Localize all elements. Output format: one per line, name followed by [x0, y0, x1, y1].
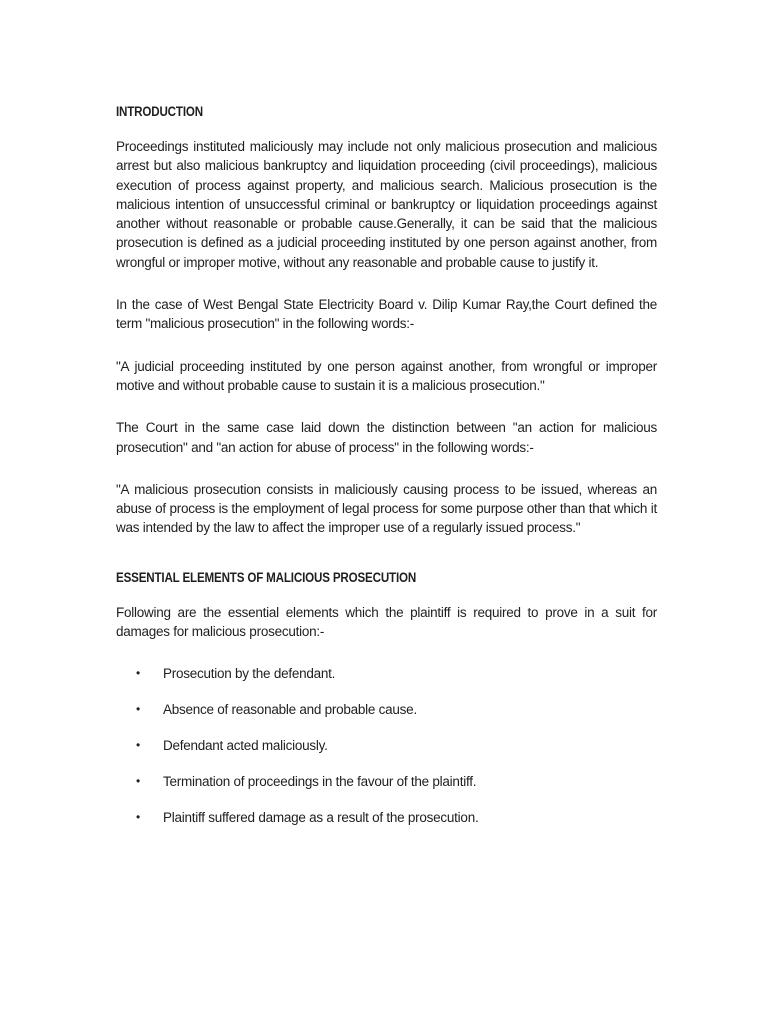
paragraph-case-reference: In the case of West Bengal State Electricity Board v. Dilip Kumar Ray,the Court defined the term "malicious prosecution" in the following words:-: [116, 297, 657, 332]
document-page: [116, 102, 657, 844]
bullet-icon: •: [136, 666, 140, 681]
list-item-text: Defendant acted maliciously.: [163, 738, 328, 754]
bullet-icon: •: [136, 738, 140, 753]
list-item: [116, 664, 657, 683]
bullet-icon: •: [136, 810, 140, 825]
list-item: [116, 772, 657, 791]
list-item-text: Plaintiff suffered damage as a result of the prosecution.: [163, 810, 479, 826]
paragraph-distinction: The Court in the same case laid down the distinction between "an action for malicious prosecution" and "an action for abuse of process" in the following words:-: [116, 420, 657, 455]
essential-elements-list: [116, 664, 657, 827]
list-item-text: Termination of proceedings in the favour of the plaintiff.: [163, 774, 477, 790]
bullet-icon: •: [136, 702, 140, 717]
list-item: [116, 736, 657, 755]
list-item-text: Absence of reasonable and probable cause.: [163, 702, 417, 718]
list-item: [116, 808, 657, 827]
paragraph-proceedings: Proceedings instituted maliciously may include not only malicious prosecution and malicious arrest but also malicious bankruptcy and liquidation proceeding (civil proceedings), malicious execution of process against property, and malicious search. Malicious prosecution is the malicious intention of unsuccessful criminal or bankruptcy or liquidation proceedings against another without reasonable or probable cause.Generally, it can be said that the malicious prosecution is defined as a judicial proceeding instituted by one person against another, from wrongful or improper motive, without any reasonable and probable cause to justify it.: [116, 139, 657, 270]
bullet-icon: •: [136, 774, 140, 789]
paragraph-abuse-of-process-quote: "A malicious prosecution consists in maliciously causing process to be issued, whereas an abuse of process is the employment of legal process for some purpose other than that which it was intended by the law to affect the improper use of a regularly issued process.": [116, 481, 657, 536]
paragraph-elements-intro: Following are the essential elements which the plaintiff is required to prove in a suit for damages for malicious prosecution:-: [116, 604, 657, 640]
paragraph-definition-quote: "A judicial proceeding instituted by one person against another, from wrongful or improper motive and without probable cause to sustain it is a malicious prosecution.": [116, 358, 657, 393]
section-heading-essential-elements: ESSENTIAL ELEMENTS OF MALICIOUS PROSECUTION: [116, 569, 417, 585]
section-heading-introduction: INTRODUCTION: [116, 104, 203, 119]
list-item-text: Prosecution by the defendant.: [163, 666, 336, 682]
list-item: [116, 700, 657, 719]
